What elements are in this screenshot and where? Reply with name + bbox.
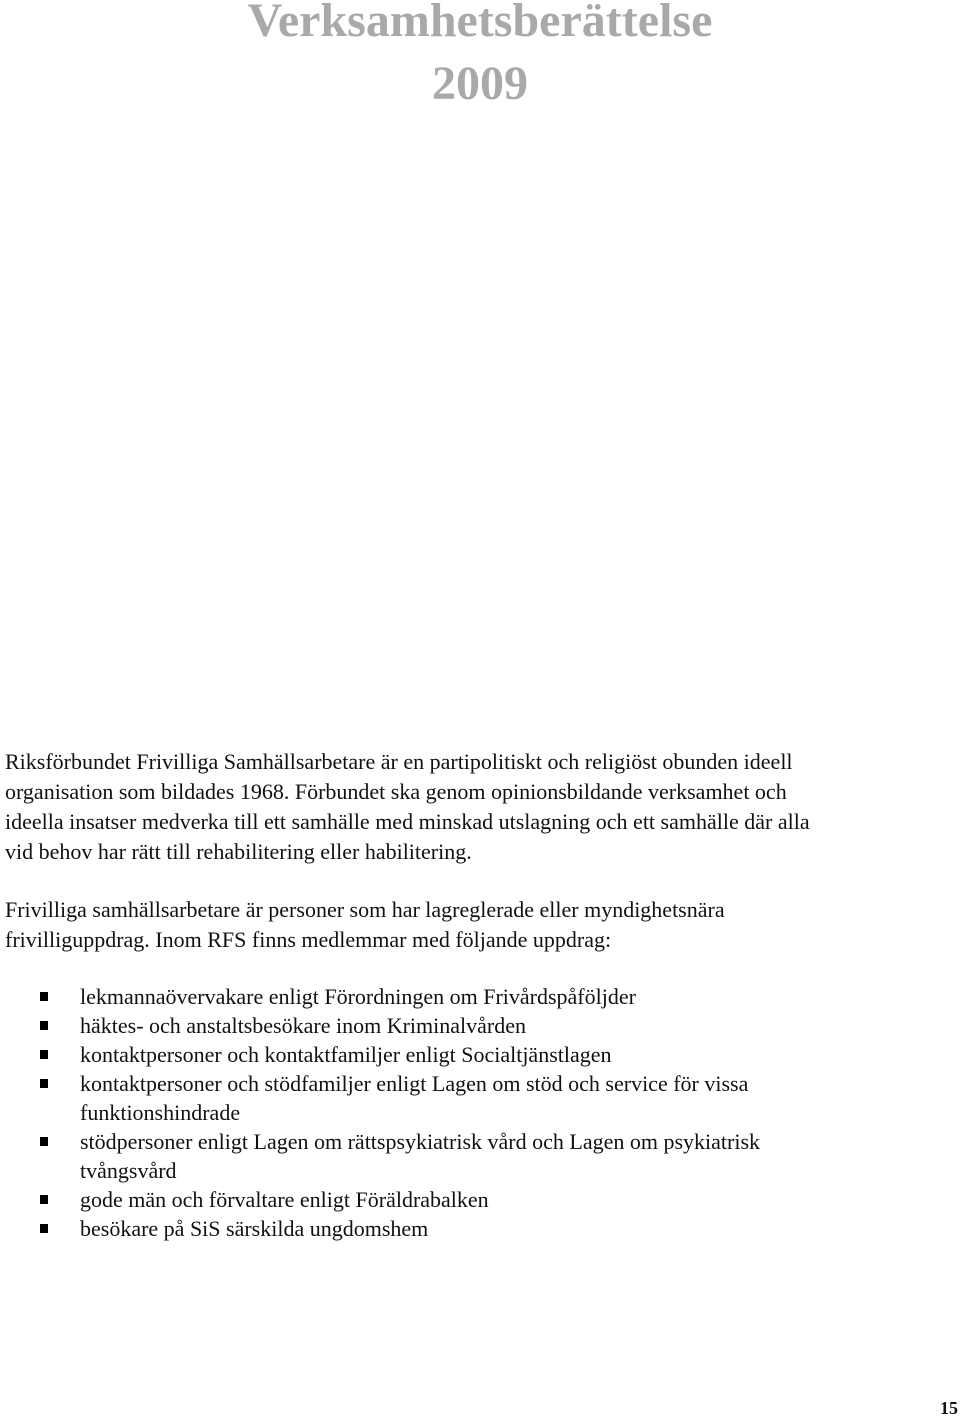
paragraph-line: Riksförbundet Frivilliga Samhällsarbetare är en partipolitiskt och religiöst obunden ideell: [5, 749, 793, 774]
square-bullet-icon: [40, 1050, 48, 1059]
square-bullet-icon: [40, 1137, 48, 1146]
list-item: [0, 1040, 930, 1069]
list-item-text: stödpersoner enligt Lagen om rättspsykiatrisk vård och Lagen om psykiatrisk: [80, 1129, 761, 1154]
paragraph-line: ideella insatser medverka till ett samhälle med minskad utslagning och ett samhälle där alla: [5, 809, 810, 834]
list-item-text: häktes- och anstaltsbesökare inom Kriminalvården: [80, 1013, 526, 1038]
square-bullet-icon: [40, 1079, 48, 1088]
paragraph-line: Frivilliga samhällsarbetare är personer som har lagreglerade eller myndighetsnära: [5, 897, 725, 922]
intro-paragraph: [5, 747, 935, 867]
square-bullet-icon: [40, 1195, 48, 1204]
paragraph-line: frivilliguppdrag. Inom RFS finns medlemmar med följande uppdrag:: [5, 927, 612, 952]
square-bullet-icon: [40, 1224, 48, 1233]
document-title-line-1: Verksamhetsberättelse: [247, 0, 713, 47]
list-item: [0, 1214, 930, 1243]
list-item-text: gode män och förvaltare enligt Föräldrabalken: [80, 1187, 489, 1212]
list-item: [0, 1011, 930, 1040]
square-bullet-icon: [40, 992, 48, 1001]
page-number: 15: [940, 1398, 958, 1418]
list-item-text: funktionshindrade: [80, 1100, 241, 1125]
list-item-text: besökare på SiS särskilda ungdomshem: [80, 1216, 429, 1241]
paragraph-line: organisation som bildades 1968. Förbundet ska genom opinionsbildande verksamhet och: [5, 779, 787, 804]
square-bullet-icon: [40, 1021, 48, 1030]
list-item-text: lekmannaövervakare enligt Förordningen om Frivårdspåföljder: [80, 984, 636, 1009]
paragraph-line: vid behov har rätt till rehabilitering eller habilitering.: [5, 839, 472, 864]
assignment-list: [0, 982, 930, 1243]
list-item: [0, 1069, 930, 1127]
list-item: [0, 982, 930, 1011]
list-item: [0, 1185, 930, 1214]
members-paragraph: [5, 895, 935, 955]
list-item-text: tvångsvård: [80, 1158, 177, 1183]
list-item-text: kontaktpersoner och kontaktfamiljer enligt Socialtjänstlagen: [80, 1042, 612, 1067]
list-item-text: kontaktpersoner och stödfamiljer enligt Lagen om stöd och service för vissa: [80, 1071, 749, 1096]
list-item: [0, 1127, 930, 1185]
document-title-year: 2009: [432, 57, 528, 110]
